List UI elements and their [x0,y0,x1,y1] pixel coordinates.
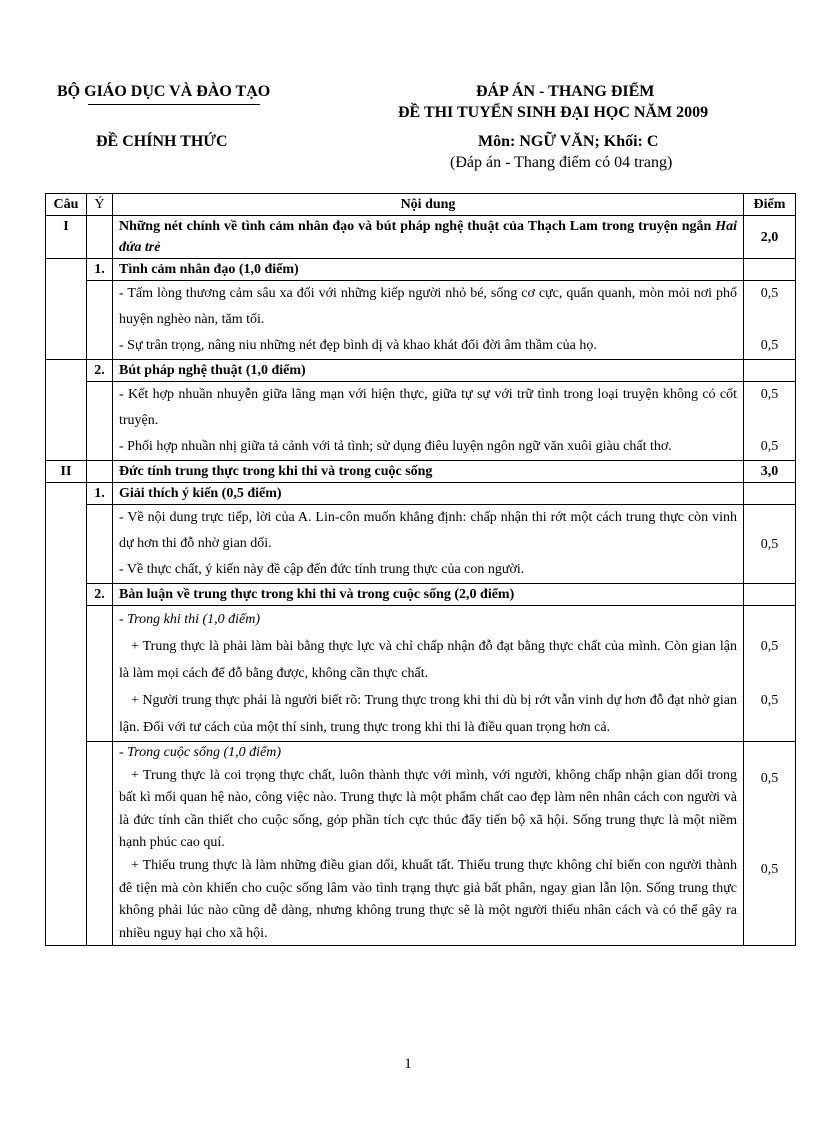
q2-part1-point-2: - Về thực chất, ý kiến này đề cập đến đức tính trung thực của con người. [119,562,525,577]
col-header-y: Ý [87,194,113,216]
col-header-cau: Câu [46,194,87,216]
ministry-underline [88,104,260,105]
pages-note: (Đáp án - Thang điểm có 04 trang) [450,154,673,171]
q1-part1-content [113,281,744,360]
question-2-number: II [46,461,87,483]
q1-part2-content-row [46,382,796,461]
q2-part2-exam-point-1-score: 0,5 [760,639,779,654]
q2-part2-row [46,584,796,606]
question-1-number: I [46,216,87,259]
q2-part1-row [46,483,796,505]
answer-key-title: ĐÁP ÁN - THANG ĐIỂM [476,83,655,100]
q1-part1-row [46,259,796,281]
q1-part2-point-1-score: 0,5 [760,387,779,402]
q2-part2-life-content [113,742,744,946]
q1-part2-point-1: - Kết hợp nhuần nhuyễn giữa lãng mạn với hiện thực, giữa tự sự với trữ tình trong loại truyện không có cốt truyện. [119,387,737,428]
q2-part2-title: Bàn luận về trung thực trong khi thi và trong cuộc sống (2,0 điểm) [113,584,744,606]
page-number: 1 [404,1056,412,1072]
empty-cell [87,505,113,584]
q1-part2-content [113,382,744,461]
q2-part2-exam-scores [744,606,796,742]
q1-part1-point-2-score: 0,5 [760,338,779,353]
empty-cell [46,259,87,360]
empty-cell [87,281,113,360]
empty-cell [46,483,87,946]
q1-part1-content-row [46,281,796,360]
q1-part1-scores [744,281,796,360]
q1-part2-point-2: - Phối hợp nhuần nhị giữa tả cảnh với tả tình; sử dụng điêu luyện ngôn ngữ văn xuôi giàu chất thơ. [119,439,672,454]
empty-cell [87,742,113,946]
q2-part2-exam-point-1: + Trung thực là phải làm bài bằng thực lực và chỉ chấp nhận đỗ đạt bằng thực chất của mình. Còn gian lận là làm mọi cách để đỗ bằng được, không cần thực chất. [119,639,737,681]
q2-part1-content-row [46,505,796,584]
table-header-row [46,194,796,216]
col-header-content: Nội dung [113,194,744,216]
q2-part2-life-heading: - Trong cuộc sống (1,0 điểm) [119,745,282,760]
empty-cell [744,360,796,382]
question-1-title [113,216,744,259]
q2-part2-life-point-2-score: 0,5 [760,861,779,877]
q2-part2-exam-point-2-score: 0,5 [760,693,779,708]
empty-cell [744,584,796,606]
q1-part1-point-1-score: 0,5 [760,286,779,301]
q2-part2-life-point-1-score: 0,5 [760,771,779,786]
official-label: ĐỀ CHÍNH THỨC [96,133,228,150]
question-1-row [46,216,796,259]
question-2-row [46,461,796,483]
q2-part1-number: 1. [87,483,113,505]
empty-cell [46,360,87,461]
empty-cell [87,216,113,259]
q2-part1-score: 0,5 [744,505,796,584]
q2-part2-life-point-2: + Thiếu trung thực là làm những điều gian dối, khuất tất. Thiếu trung thực không chỉ biến con người thành đê tiện mà còn khiến cho cuộc sống lâm vào tình trạng thực giả bất phân, ngay gian lẫn lộn. Sống trung thực không phải lúc nào cũng dễ dàng, nhưng không trung thực sẽ là một người thiếu nhân cách và có thể gây ra nhiều nguy hại cho xã hội. [119,857,737,941]
question-2-score: 3,0 [744,461,796,483]
q1-part1-point-2: - Sự trân trọng, nâng niu những nét đẹp bình dị và khao khát đổi đời âm thầm của họ. [119,338,597,353]
q1-part2-scores [744,382,796,461]
q2-part1-point-1: - Về nội dung trực tiếp, lời của A. Lin-côn muốn khẳng định: chấp nhận thi rớt một cách trung thực còn vinh dự hơn thi đỗ nhờ gian dối. [119,510,737,551]
q1-part1-number: 1. [87,259,113,281]
q2-part2-life-point-1: + Trung thực là coi trọng thực chất, luôn thành thực với mình, với người, không chấp nhận gian dối trong bất kì mối quan hệ nào, công việc nào. Trung thực là một phẩm chất cao đẹp làm nên nhân cách con người và là đức tính cần thiết cho cuộc sống, góp phần tích cực thúc đẩy tiến bộ xã hội. Sống trung thực là một niềm hạnh phúc cao quí. [119,767,737,851]
q1-part2-number: 2. [87,360,113,382]
q1-part2-title: Bút pháp nghệ thuật (1,0 điểm) [113,360,744,382]
question-1-work-title: Hai đứa trẻ [119,219,737,255]
empty-cell [87,461,113,483]
exam-title: ĐỀ THI TUYỂN SINH ĐẠI HỌC NĂM 2009 [398,104,709,121]
question-1-score: 2,0 [744,216,796,259]
q2-part2-exam-heading: - Trong khi thi (1,0 điểm) [119,612,261,627]
q1-part1-title: Tình cảm nhân đạo (1,0 điểm) [113,259,744,281]
q1-part2-row [46,360,796,382]
q2-part2-life-scores [744,742,796,946]
q2-part2-exam-row [46,606,796,742]
question-2-title: Đức tính trung thực trong khi thi và trong cuộc sống [113,461,744,483]
empty-cell [744,259,796,281]
ministry-name: BỘ GIÁO DỤC VÀ ĐÀO TẠO [57,83,271,100]
q2-part2-exam-point-2: + Người trung thực phải là người biết rõ: Trung thực trong khi thi dù bị rớt vẫn vinh dự hơn đỗ đạt nhờ gian lận. Đối với tư cách của một thí sinh, trung thực trong khi thi là điều quan trọng hơn cả. [119,693,737,735]
empty-cell [87,382,113,461]
q2-part2-exam-content [113,606,744,742]
empty-cell [87,606,113,742]
q2-part1-content [113,505,744,584]
answer-table [45,193,796,946]
q1-part1-point-1: - Tấm lòng thương cảm sâu xa đối với những kiếp người nhỏ bé, sống cơ cực, quẩn quanh, mòn mỏi nơi phố huyện nghèo nàn, tăm tối. [119,286,737,327]
subject-line: Môn: NGỮ VĂN; Khối: C [478,133,659,150]
q2-part2-number: 2. [87,584,113,606]
question-1-title-text: Những nét chính về tình cảm nhân đạo và bút pháp nghệ thuật của Thạch Lam trong truyện ngắn [119,219,716,234]
q2-part2-life-row [46,742,796,946]
q2-part1-title: Giải thích ý kiến (0,5 điểm) [113,483,744,505]
col-header-diem: Điểm [744,194,796,216]
q1-part2-point-2-score: 0,5 [760,439,779,454]
empty-cell [744,483,796,505]
